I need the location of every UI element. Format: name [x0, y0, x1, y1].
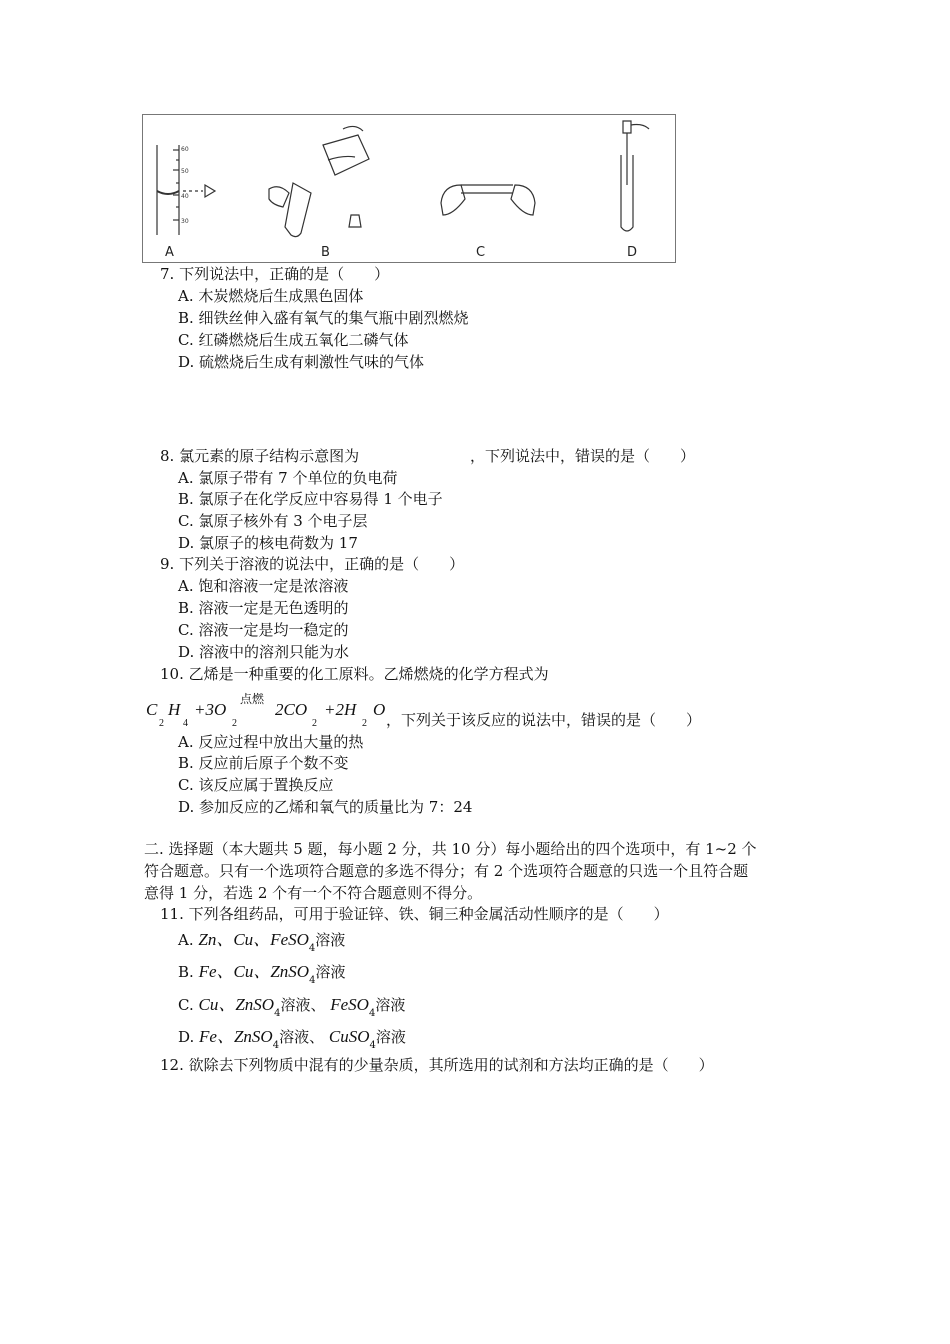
eq-oxygen: +3O [194, 700, 227, 719]
eq-water-o: O [373, 700, 386, 719]
svg-text:60: 60 [181, 146, 189, 153]
q11-option-d-formula: Fe、ZnSO [199, 1027, 273, 1046]
q10-option-b: B. 反应前后原子个数不变 [178, 754, 349, 772]
q11-option-b-suffix: 溶液 [315, 963, 346, 981]
figure-label-a: A [165, 245, 174, 260]
eq-h2: +2H [324, 700, 357, 719]
q8-stem-b: ，下列说法中，错误的是（ ） [470, 447, 696, 465]
q11-option-d-suffix: 溶液、 [279, 1028, 325, 1046]
q11-option-a-letter: A. [178, 931, 194, 949]
q11-option-d-letter: D. [178, 1028, 195, 1046]
q9-option-b: B. 溶液一定是无色透明的 [178, 599, 349, 617]
q11-option-b-sub: 4 [309, 975, 316, 986]
eq-hydrogen: H [168, 700, 181, 719]
eq-sub-o: 2 [232, 718, 237, 729]
q11-option-c-letter: C. [178, 996, 194, 1014]
q7-option-a: A. 木炭燃烧后生成黑色固体 [178, 287, 364, 305]
section2-line-2: 符合题意。只有一个选项符合题意的多选不得分；有 2 个选项符合题意的只选一个且符合题 [144, 862, 749, 880]
q11-option-c-formula2: FeSO [330, 995, 369, 1014]
q11-option-d [178, 1027, 406, 1050]
lab-figure [142, 114, 676, 263]
svg-text:50: 50 [181, 168, 189, 175]
svg-text:30: 30 [181, 218, 189, 225]
q11-option-d-formula2: CuSO [328, 1027, 370, 1046]
eq-condition: 点燃 [240, 692, 265, 706]
q10-option-c: C. 该反应属于置换反应 [178, 776, 334, 794]
q11-option-d-suffix2: 溶液 [375, 1028, 406, 1046]
q10-stem: 10. 乙烯是一种重要的化工原料。乙烯燃烧的化学方程式为 [160, 665, 549, 683]
section2-line-1: 二. 选择题（本大题共 5 题，每小题 2 分，共 10 分）每小题给出的四个选项中，有 1~2 个 [144, 840, 757, 858]
q8-stem-a: 8. 氯元素的原子结构示意图为 [160, 447, 360, 465]
q11-stem: 11. 下列各组药品，可用于验证锌、铁、铜三种金属活动性顺序的是（ ） [160, 905, 669, 923]
q8-option-c: C. 氯原子核外有 3 个电子层 [178, 512, 368, 530]
q11-option-d-sub2: 4 [369, 1040, 376, 1051]
q11-option-d-sub: 4 [272, 1040, 280, 1051]
q8-option-d: D. 氯原子的核电荷数为 17 [178, 534, 358, 552]
q12-stem: 12. 欲除去下列物质中混有的少量杂质，其所选用的试剂和方法均正确的是（ ） [160, 1056, 714, 1074]
q11-option-c-sub: 4 [274, 1008, 281, 1019]
q11-option-c-suffix: 溶液、 [280, 996, 326, 1014]
q11-option-c-formula: Cu、ZnSO [198, 995, 275, 1014]
q9-option-a: A. 饱和溶液一定是浓溶液 [178, 577, 349, 595]
graduated-cylinder-illustration [157, 145, 215, 235]
svg-text:40: 40 [181, 193, 189, 200]
eq-sub-h: 4 [183, 718, 188, 729]
dropper-illustration [621, 121, 649, 231]
lab-illustrations [143, 115, 677, 264]
q9-option-c: C. 溶液一定是均一稳定的 [178, 621, 349, 639]
eq-sub-co2: 2 [312, 718, 317, 729]
q7-option-c: C. 红磷燃烧后生成五氧化二磷气体 [178, 331, 409, 349]
q10-stem-tail: ，下列关于该反应的说法中，错误的是（ ） [386, 711, 702, 729]
q11-option-c-sub2: 4 [368, 1008, 376, 1019]
eq-co2: 2CO [275, 700, 308, 719]
q7-stem: 7. 下列说法中，正确的是（ ） [160, 265, 390, 283]
q11-option-b-letter: B. [178, 963, 194, 981]
eq-sub-h2o: 2 [362, 718, 367, 729]
q11-option-b-formula: Fe、Cu、ZnSO [198, 962, 310, 981]
figure-label-b: B [321, 245, 330, 260]
q7-option-b: B. 细铁丝伸入盛有氧气的集气瓶中剧烈燃烧 [178, 309, 469, 327]
eq-sub-c: 2 [159, 718, 164, 729]
q11-option-a-suffix: 溶液 [315, 931, 346, 949]
q7-option-d: D. 硫燃烧后生成有刺激性气味的气体 [178, 353, 425, 371]
eq-carbon: C [146, 700, 158, 719]
q11-option-a-formula: Zn、Cu、FeSO [198, 930, 309, 949]
q11-option-a [178, 930, 345, 953]
q11-option-b [178, 962, 345, 985]
q11-option-c [178, 995, 405, 1018]
q10-option-d: D. 参加反应的乙烯和氧气的质量比为 7：24 [178, 798, 473, 816]
q8-option-a: A. 氯原子带有 7 个单位的负电荷 [178, 469, 398, 487]
heating-tube-illustration [441, 185, 535, 215]
q8-option-b: B. 氯原子在化学反应中容易得 1 个电子 [178, 490, 443, 508]
q9-option-d: D. 溶液中的溶剂只能为水 [178, 643, 350, 661]
q10-option-a: A. 反应过程中放出大量的热 [178, 733, 364, 751]
figure-label-d: D [627, 245, 638, 260]
figure-label-c: C [476, 245, 486, 260]
section2-line-3: 意得 1 分，若选 2 个有一个不符合题意则不得分。 [144, 884, 483, 902]
q11-option-a-sub: 4 [308, 943, 316, 954]
pouring-liquid-illustration [269, 126, 369, 236]
q9-stem: 9. 下列关于溶液的说法中，正确的是（ ） [160, 555, 465, 573]
combustion-equation [146, 690, 766, 730]
q11-option-c-suffix2: 溶液 [375, 996, 406, 1014]
